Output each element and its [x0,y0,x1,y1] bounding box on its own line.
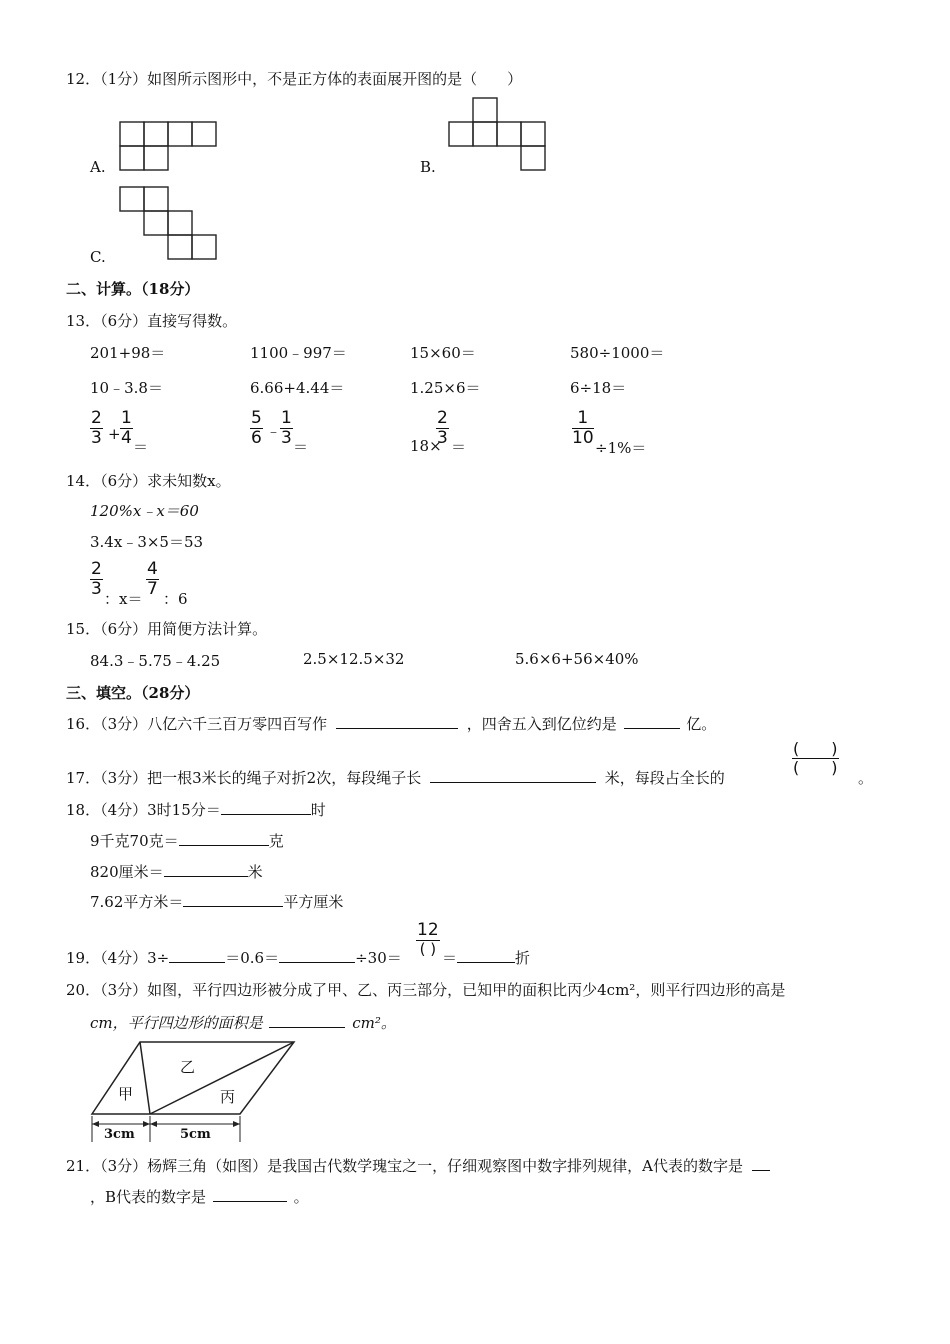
q13-f2-op: ﹣ [266,422,282,440]
q14-eq3-frac2: 4 7 [147,559,158,599]
q13-f4-post: ÷1%＝ [595,439,647,457]
q21-blank-b[interactable] [213,1187,287,1202]
q20-line-b: cm，平行四边形的面积是 cm²。 [90,1014,396,1032]
q12-option-b: B. [420,158,436,176]
q13-f4-frac: 1 10 [572,408,594,448]
q17-end: 。 [858,769,874,787]
q13-f1-frac2: 1 4 [121,408,132,448]
q19-end: ＝ 折 [442,949,531,967]
fig-label-jia: 甲 [118,1085,134,1103]
q15-item3: 5.6×6+56×40% [515,650,639,668]
q15-item1: 84.3﹣5.75﹣4.25 [90,652,221,670]
q16-line: 16．（3分）八亿六千三百万零四百写作 ，四舍五入到亿位约是 亿。 [66,715,717,733]
q19-fraction: 12 ( ) [417,920,439,958]
fig-label-bing: 丙 [220,1088,236,1106]
q18-c: 820厘米＝ 米 [90,863,263,881]
q13-f2-frac1: 5 6 [251,408,262,448]
q21-blank-a[interactable] [752,1156,770,1171]
q14-eq2: 3.4x﹣3×5＝53 [90,533,204,551]
q12-option-c: C. [90,248,106,266]
q13-f3-pre: 18× [410,437,442,455]
q13-f3-eq: ＝ [451,438,467,456]
q21-line-a: 21．（3分）杨辉三角（如图）是我国古代数学瑰宝之一，仔细观察图中数字排列规律，A代表的数字是 [66,1155,770,1176]
q13-r2-c4: 6÷18＝ [570,379,627,397]
q21-line-b: ，B代表的数字是 。 [90,1188,309,1206]
q13-f1-frac1: 2 3 [91,408,102,448]
fig-label-5cm: 5cm [180,1127,211,1142]
q14-eq1: 120%x﹣x＝60 [90,502,199,520]
q20-text-a: 20．（3分）如图，平行四边形被分成了甲、乙、丙三部分，已知甲的面积比丙少4cm²，则平行四边形的高是 [66,981,786,999]
q13-r2-c3: 1.25×6＝ [410,379,481,397]
q14-text: 14．（6分）求未知数x。 [66,472,231,490]
q19-line: 19．（4分）3÷ ＝0.6＝ ÷30＝ [66,949,402,967]
q12-text: 12．（1分）如图所示图形中，不是正方体的表面展开图的是（ ） [66,70,523,88]
q13-r2-c2: 6.66+4.44＝ [250,379,345,397]
q17-fraction-blank[interactable]: ( ) ( ) [793,739,838,777]
q13-f1-eq: ＝ [133,438,149,456]
q18-a: 18．（4分）3时15分＝ 时 [66,801,326,819]
q14-eq3-post: ：6 [163,590,188,608]
fig-label-yi: 乙 [180,1058,196,1076]
q17-line: 17．（3分）把一根3米长的绳子对折2次，每段绳子长 米，每段占全长的 [66,769,725,787]
q13-r1-c2: 1100﹣997＝ [250,344,347,362]
q15-item2: 2.5×12.5×32 [303,650,405,668]
q15-text: 15．（6分）用简便方法计算。 [66,620,268,638]
q13-r1-c4: 580÷1000＝ [570,344,665,362]
q12-option-a: A. [90,158,106,176]
q13-f3-frac: 2 3 [437,408,448,448]
q14-eq3-mid: ：x＝ [104,590,143,608]
q13-f2-eq: ＝ [293,438,309,456]
q14-eq3-frac1: 2 3 [91,559,102,599]
fig-label-3cm: 3cm [104,1127,135,1142]
q13-text: 13．（6分）直接写得数。 [66,312,238,330]
q18-b: 9千克70克＝ 克 [90,832,284,850]
q13-r2-c1: 10﹣3.8＝ [90,379,163,397]
q18-d: 7.62平方米＝ 平方厘米 [90,893,344,911]
section3-title: 三、填空。（28分） [66,684,200,702]
q13-f2-frac2: 1 3 [281,408,292,448]
q13-r1-c1: 201+98＝ [90,344,166,362]
section2-title: 二、计算。（18分） [66,280,200,298]
q13-r1-c3: 15×60＝ [410,344,476,362]
q13-f1-op: + [108,425,121,443]
